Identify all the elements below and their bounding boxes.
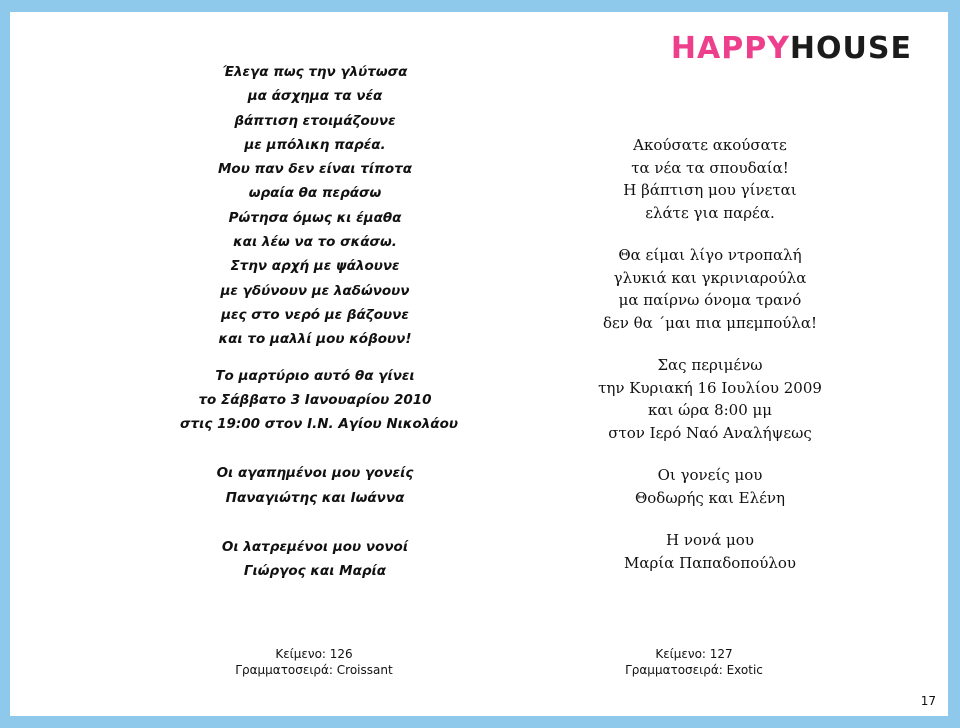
text-line: την Κυριακή 16 Ιουλίου 2009 (598, 378, 822, 397)
brand-logo-house: HOUSE (789, 31, 912, 66)
text-line: Το μαρτύριο αυτό θα γίνει (215, 367, 415, 384)
text-line: ελάτε για παρέα. (645, 203, 775, 222)
text-line: Παναγιώτης και Ιωάννα (225, 489, 405, 506)
text-line: ωραία θα περάσω (248, 185, 382, 202)
text-line: δεν θα ΄μαι πια μπεμπούλα! (602, 313, 818, 332)
text-line: Οι λατρεμένοι μου νονοί (221, 539, 409, 556)
caption-text-number: Κείμενο: 127 (655, 647, 733, 661)
brand-logo (670, 31, 912, 66)
text-line: Έλεγα πως την γλύτωσα (222, 64, 408, 80)
caption-text-127 (584, 646, 804, 678)
invitation-text-127 (550, 134, 870, 574)
text-line: Ακούσατε ακούσατε (633, 136, 787, 154)
caption-font-name: Γραμματοσειρά: Exotic (625, 663, 763, 677)
text-line: και λέω να το σκάσω. (233, 234, 397, 251)
invitation-text-126 (180, 60, 458, 584)
caption-text-number: Κείμενο: 126 (275, 647, 353, 661)
text-line: στον Ιερό Ναό Αναλήψεως (608, 423, 812, 442)
caption-font-name: Γραμματοσειρά: Croissant (235, 663, 393, 677)
text-line: Μου παν δεν είναι τίποτα (218, 161, 412, 178)
text-line: Σας περιμένω (657, 356, 763, 374)
text-line: με μπόλικη παρέα. (244, 136, 386, 153)
text-line: Οι γονείς μου (657, 466, 763, 484)
caption-text-126 (204, 646, 424, 678)
text-line: τα νέα τα σπουδαία! (631, 158, 789, 177)
text-line: γλυκιά και γκρινιαρούλα (613, 268, 807, 287)
text-line: στις 19:00 στον Ι.Ν. Αγίου Νικολάου (180, 416, 458, 433)
brand-logo-happy: HAPPY (670, 31, 790, 66)
text-line: Μαρία Παπαδοπούλου (623, 553, 796, 572)
text-line: και ώρα 8:00 μμ (647, 401, 773, 419)
text-line: Η βάπτιση μου γίνεται (623, 181, 797, 199)
text-line: μα παίρνω όνομα τρανό (618, 291, 802, 309)
text-line: με γδύνουν με λαδώνουν (220, 282, 410, 299)
text-line: μες στο νερό με βάζουνε (221, 306, 409, 323)
text-line: Στην αρχή με ψάλουνε (230, 258, 400, 275)
text-line: μα άσχημα τα νέα (247, 88, 383, 105)
text-line: Οι αγαπημένοι μου γονείς (216, 465, 414, 482)
text-line: το Σάββατο 3 Ιανουαρίου 2010 (198, 391, 432, 408)
text-line: βάπτιση ετοιμάζουνε (234, 112, 396, 129)
text-line: Η νονά μου (666, 531, 754, 549)
text-line: και το μαλλί μου κόβουν! (218, 331, 412, 348)
text-line: Θοδωρής και Ελένη (634, 488, 786, 507)
page-number: 17 (920, 694, 936, 708)
text-line: Γιώργος και Μαρία (243, 563, 387, 580)
text-line: Ρώτησα όμως κι έμαθα (228, 209, 402, 226)
text-line: Θα είμαι λίγο ντροπαλή (618, 246, 802, 264)
page-sheet (10, 12, 948, 716)
